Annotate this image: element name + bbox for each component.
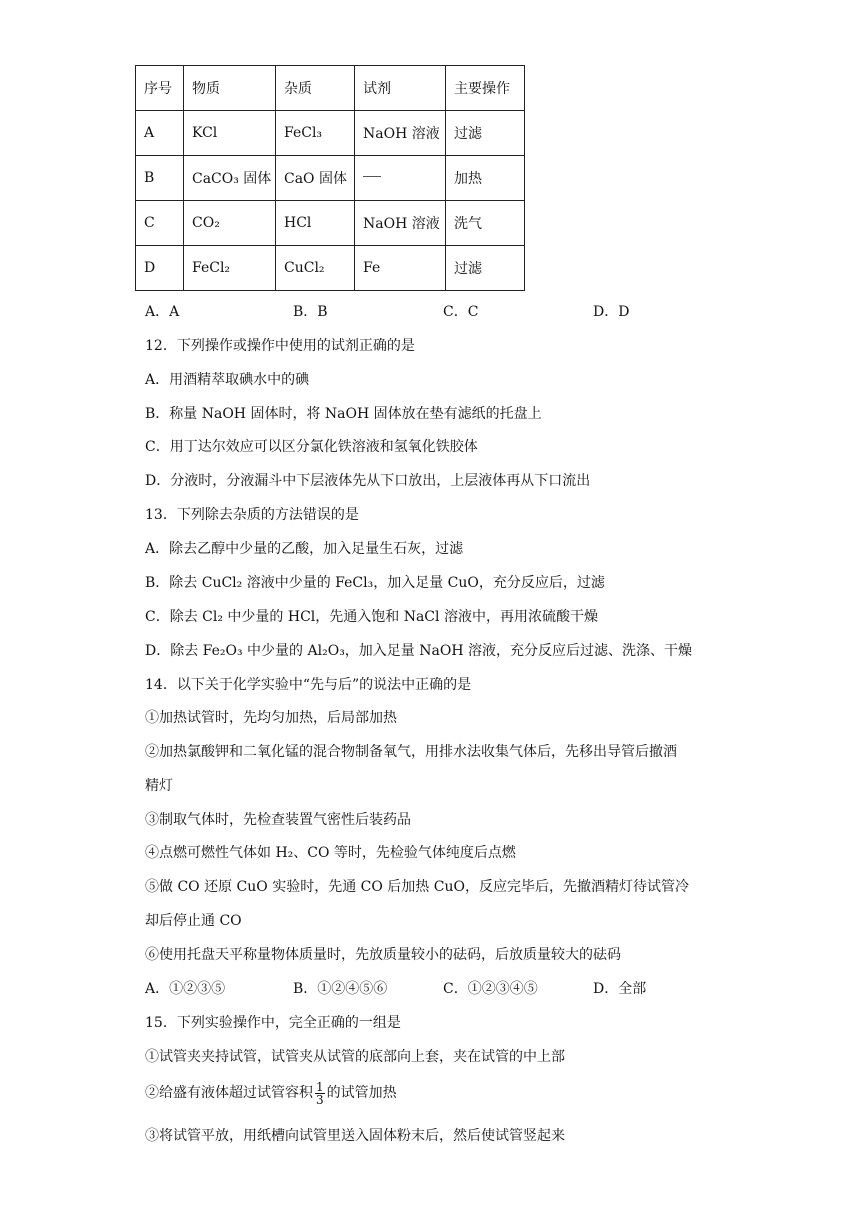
blank-dash [363, 176, 381, 177]
table-cell: B [136, 156, 184, 201]
table-header-cell: 主要操作 [446, 66, 525, 111]
table-cell: NaOH 溶液 [355, 111, 446, 156]
q14-item: ①加热试管时，先均匀加热，后局部加热 [145, 710, 397, 726]
q14-item: ③制取气体时，先检查装置气密性后装药品 [145, 812, 411, 828]
table-cell: 洗气 [446, 201, 525, 246]
q12-stem: 12．下列操作或操作中使用的试剂正确的是 [145, 338, 415, 354]
table-row [136, 246, 525, 291]
table-cell: 过滤 [446, 111, 525, 156]
table-header-cell: 物质 [184, 66, 276, 111]
q14-option-a: A．①②③⑤ [145, 981, 226, 997]
table-cell: CO₂ [184, 201, 276, 246]
q15-item2-text-end: 的试管加热 [326, 1085, 397, 1101]
q13-option-b: B．除去 CuCl₂ 溶液中少量的 FeCl₃，加入足量 CuO，充分反应后，过滤 [145, 575, 605, 591]
table-cell-blank [355, 156, 446, 201]
table-cell: 加热 [446, 156, 525, 201]
fraction [315, 1081, 325, 1106]
table-cell: CuCl₂ [276, 246, 355, 291]
table-header-row [136, 66, 525, 111]
table-cell: Fe [355, 246, 446, 291]
table-row [136, 111, 525, 156]
q11-option-a: A．A [145, 304, 180, 320]
q15-stem: 15．下列实验操作中，完全正确的一组是 [145, 1015, 401, 1031]
q11-option-b: B．B [293, 304, 328, 320]
q15-item2-text: ②给盛有液体超过试管容积 [145, 1085, 313, 1101]
table-cell: KCl [184, 111, 276, 156]
q14-item: ④点燃可燃性气体如 H₂、CO 等时，先检验气体纯度后点燃 [145, 845, 516, 861]
q12-option-b: B．称量 NaOH 固体时，将 NaOH 固体放在垫有滤纸的托盘上 [145, 406, 542, 422]
table-cell: CaCO₃ 固体 [184, 156, 276, 201]
q11-option-c: C．C [443, 304, 479, 320]
table-cell: FeCl₃ [276, 111, 355, 156]
table-header-cell: 杂质 [276, 66, 355, 111]
table-header-cell: 序号 [136, 66, 184, 111]
q14-item: ⑥使用托盘天平称量物体质量时，先放质量较小的砝码，后放质量较大的砝码 [145, 947, 621, 963]
table-header-cell: 试剂 [355, 66, 446, 111]
q14-item: ②加热氯酸钾和二氧化锰的混合物制备氧气，用排水法收集气体后，先移出导管后撤酒 [145, 744, 677, 760]
q12-option-a: A．用酒精萃取碘水中的碘 [145, 372, 310, 388]
q14-option-d: D．全部 [593, 981, 647, 997]
q14-item-continued: 精灯 [145, 778, 173, 794]
q14-option-b: B．①②④⑤⑥ [293, 981, 388, 997]
q15-item: ③将试管平放，用纸槽向试管里送入固体粉末后，然后使试管竖起来 [145, 1128, 565, 1144]
table-cell: HCl [276, 201, 355, 246]
q14-option-c: C．①②③④⑤ [443, 981, 538, 997]
table-cell: NaOH 溶液 [355, 201, 446, 246]
q12-option-c: C．用丁达尔效应可以区分氯化铁溶液和氢氧化铁胶体 [145, 439, 478, 455]
q13-option-c: C．除去 Cl₂ 中少量的 HCl，先通入饱和 NaCl 溶液中，再用浓硫酸干燥 [145, 609, 598, 625]
table-cell: CaO 固体 [276, 156, 355, 201]
table-cell: C [136, 201, 184, 246]
table-cell: 过滤 [446, 246, 525, 291]
q14-item: ⑤做 CO 还原 CuO 实验时，先通 CO 后加热 CuO，反应完毕后，先撤酒精灯待试管冷 [145, 879, 689, 895]
q11-option-d: D．D [593, 304, 630, 320]
q12-option-d: D．分液时，分液漏斗中下层液体先从下口放出，上层液体再从下口流出 [145, 473, 591, 489]
table-row [136, 201, 525, 246]
fraction-numerator: 1 [316, 1079, 324, 1094]
q15-item: ①试管夹夹持试管，试管夹从试管的底部向上套，夹在试管的中上部 [145, 1049, 565, 1065]
q13-option-d: D．除去 Fe₂O₃ 中少量的 Al₂O₃，加入足量 NaOH 溶液，充分反应后过滤、洗涤、干燥 [145, 643, 692, 659]
table-row [136, 156, 525, 201]
q15-item [145, 1079, 397, 1107]
table-cell: A [136, 111, 184, 156]
fraction-denominator: 3 [316, 1092, 324, 1107]
impurity-table [135, 65, 525, 291]
q14-stem: 14．以下关于化学实验中“先与后”的说法中正确的是 [145, 677, 472, 693]
table-cell: FeCl₂ [184, 246, 276, 291]
table-cell: D [136, 246, 184, 291]
q14-item-continued: 却后停止通 CO [145, 913, 242, 929]
q13-option-a: A．除去乙醇中少量的乙酸，加入足量生石灰，过滤 [145, 541, 464, 557]
q13-stem: 13．下列除去杂质的方法错误的是 [145, 507, 359, 523]
